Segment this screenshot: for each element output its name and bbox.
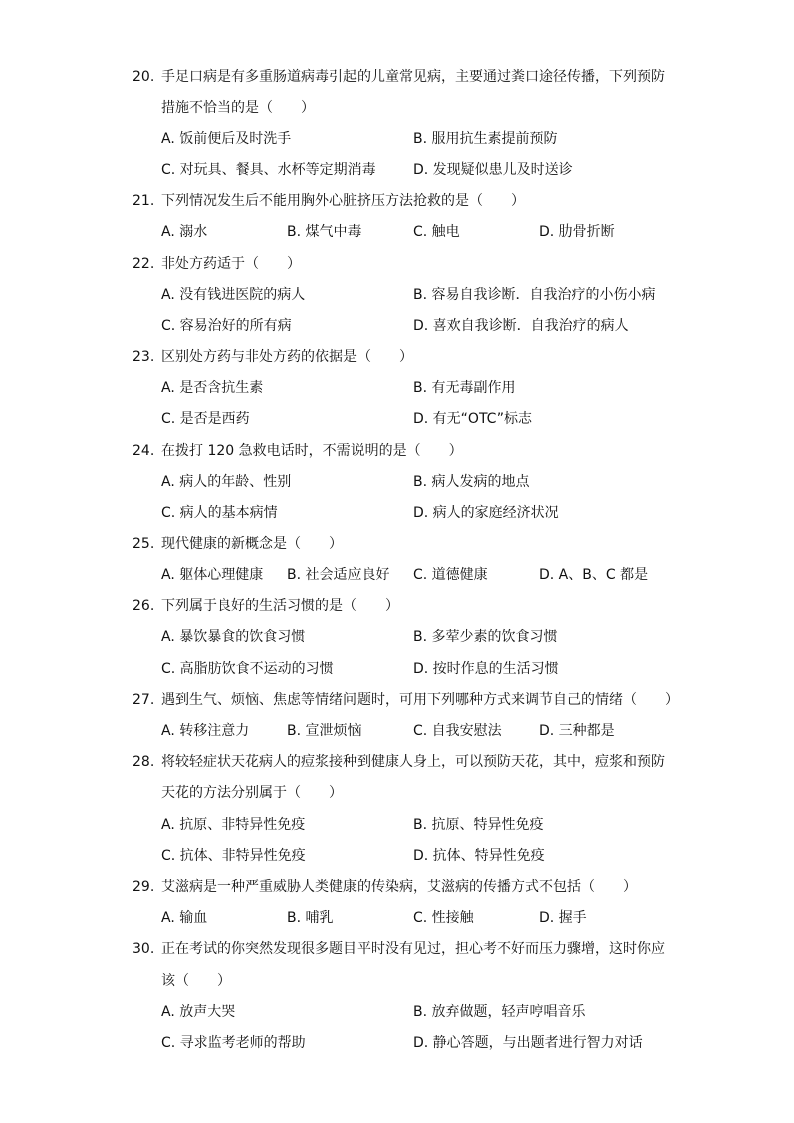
option-b: B. 宣泄烦恼	[287, 723, 362, 739]
question-number: 28.	[132, 754, 155, 770]
option-d: D. 肋骨折断	[539, 224, 615, 240]
option-b: B. 容易自我诊断．自我治疗的小伤小病	[413, 287, 656, 303]
question-number: 30.	[132, 941, 155, 957]
option-c: C. 性接触	[413, 910, 474, 926]
option-a: A. 是否含抗生素	[161, 380, 264, 396]
option-d: D. 发现疑似患儿及时送诊	[413, 162, 573, 178]
question-number: 24.	[132, 443, 155, 459]
option-c: C. 自我安慰法	[413, 723, 502, 739]
option-a: A. 抗原、非特异性免疫	[161, 817, 306, 833]
question-number: 23.	[132, 349, 155, 365]
option-a: A. 病人的年龄、性别	[161, 474, 292, 490]
option-c: C. 是否是西药	[161, 411, 250, 427]
question-number: 21.	[132, 193, 155, 209]
option-b: B. 抗原、特异性免疫	[413, 817, 544, 833]
option-b: B. 哺乳	[287, 910, 334, 926]
option-c: C. 道德健康	[413, 567, 488, 583]
question-text: 将较轻症状天花病人的痘浆接种到健康人身上，可以预防天花，其中，痘浆和预防	[161, 754, 665, 770]
option-a: A. 躯体心理健康	[161, 567, 264, 583]
option-a: A. 溺水	[161, 224, 208, 240]
option-c: C. 病人的基本病情	[161, 505, 278, 521]
question-text: 天花的方法分别属于（ ）	[161, 785, 343, 801]
option-b: B. 服用抗生素提前预防	[413, 131, 558, 147]
option-b: B. 病人发病的地点	[413, 474, 530, 490]
question-number: 22.	[132, 256, 155, 272]
option-b: B. 多荤少素的饮食习惯	[413, 629, 558, 645]
option-d: D. 抗体、特异性免疫	[413, 848, 545, 864]
option-d: D. 有无“OTC”标志	[413, 411, 532, 427]
question-text: 下列情况发生后不能用胸外心脏挤压方法抢救的是（ ）	[161, 193, 525, 209]
question-number: 29.	[132, 879, 155, 895]
option-c: C. 容易治好的所有病	[161, 318, 292, 334]
question-number: 25.	[132, 536, 155, 552]
option-c: C. 抗体、非特异性免疫	[161, 848, 306, 864]
question-text: 非处方药适于（ ）	[161, 256, 301, 272]
question-number: 27.	[132, 692, 155, 708]
option-c: C. 对玩具、餐具、水杯等定期消毒	[161, 162, 376, 178]
question-text: 在拨打 120 急救电话时，不需说明的是（ ）	[161, 443, 463, 459]
question-text: 该（ ）	[161, 973, 231, 989]
option-b: B. 放弃做题，轻声哼唱音乐	[413, 1004, 586, 1020]
option-c: C. 高脂肪饮食不运动的习惯	[161, 661, 334, 677]
question-text: 手足口病是有多重肠道病毒引起的儿童常见病，主要通过粪口途径传播，下列预防	[161, 69, 665, 85]
option-a: A. 饭前便后及时洗手	[161, 131, 292, 147]
question-number: 26.	[132, 598, 155, 614]
option-c: C. 寻求监考老师的帮助	[161, 1035, 306, 1051]
option-d: D. A、B、C 都是	[539, 567, 649, 583]
option-d: D. 病人的家庭经济状况	[413, 505, 559, 521]
question-number: 20.	[132, 69, 155, 85]
question-text: 正在考试的你突然发现很多题目平时没有见过，担心考不好而压力骤增，这时你应	[161, 941, 665, 957]
question-text: 遇到生气、烦恼、焦虑等情绪问题时，可用下列哪种方式来调节自己的情绪（ ）	[161, 692, 679, 708]
option-a: A. 放声大哭	[161, 1004, 236, 1020]
question-text: 措施不恰当的是（ ）	[161, 100, 315, 116]
option-b: B. 社会适应良好	[287, 567, 390, 583]
option-d: D. 握手	[539, 910, 587, 926]
option-d: D. 喜欢自我诊断．自我治疗的病人	[413, 318, 629, 334]
question-text: 现代健康的新概念是（ ）	[161, 536, 343, 552]
question-text: 区别处方药与非处方药的依据是（ ）	[161, 349, 413, 365]
option-a: A. 暴饮暴食的饮食习惯	[161, 629, 306, 645]
option-a: A. 输血	[161, 910, 208, 926]
option-b: B. 煤气中毒	[287, 224, 362, 240]
option-d: D. 按时作息的生活习惯	[413, 661, 559, 677]
option-d: D. 三种都是	[539, 723, 615, 739]
option-d: D. 静心答题，与出题者进行智力对话	[413, 1035, 643, 1051]
option-c: C. 触电	[413, 224, 460, 240]
question-text: 下列属于良好的生活习惯的是（ ）	[161, 598, 399, 614]
option-a: A. 没有钱进医院的病人	[161, 287, 306, 303]
question-text: 艾滋病是一种严重威胁人类健康的传染病，艾滋病的传播方式不包括（ ）	[161, 879, 637, 895]
option-a: A. 转移注意力	[161, 723, 250, 739]
option-b: B. 有无毒副作用	[413, 380, 516, 396]
